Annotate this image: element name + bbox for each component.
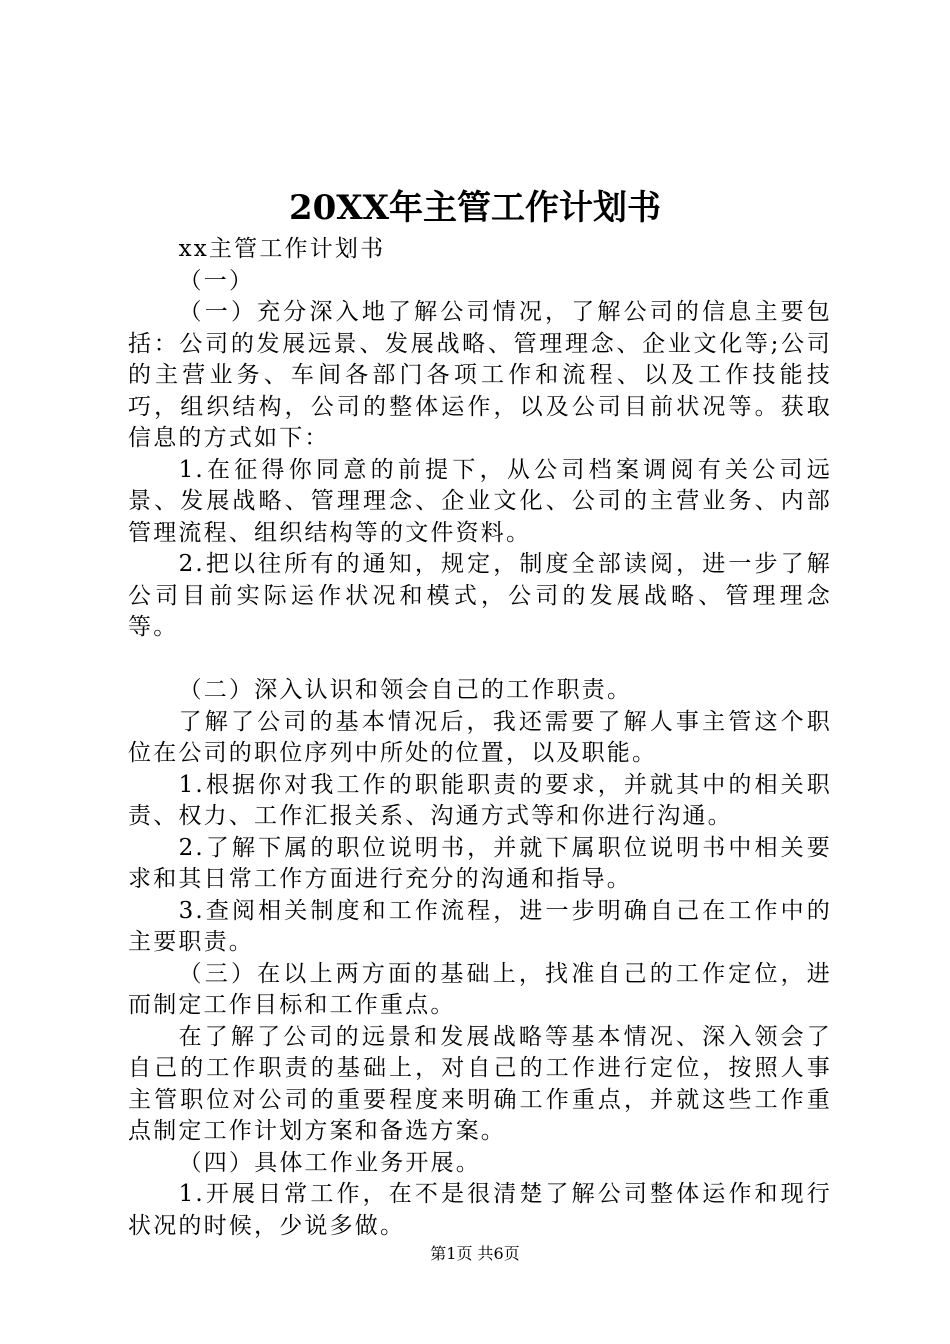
paragraph-section-marker: （一） (178, 267, 255, 294)
paragraph-section-2-item-1: 1.根据你对我工作的职能职责的要求，并就其中的相关职责、权力、工作汇报关系、沟通方式等和你进行沟通。 (128, 771, 832, 829)
paragraph-section-3-heading: （三）在以上两方面的基础上，找准自己的工作定位，进而制定工作目标和工作重点。 (128, 960, 832, 1018)
paragraph-section-1-item-2: 2.把以往所有的通知，规定，制度全部读阅，进一步了解公司目前实际运作状况和模式，公司的发展战略、管理理念等。 (128, 551, 832, 640)
paragraph-section-4-heading: （四）具体工作业务开展。 (178, 1149, 481, 1176)
paragraph-section-4-item-1: 1.开展日常工作，在不是很清楚了解公司整体运作和现行状况的时候，少说多做。 (128, 1181, 832, 1239)
paragraph-section-1-intro: （一）充分深入地了解公司情况，了解公司的信息主要包括：公司的发展远景、发展战略、管理理念、企业文化等;公司的主营业务、车间各部门各项工作和流程、以及工作技能技巧，组织结构，公司的整体运作，以及公司目前状况等。获取信息的方式如下： (128, 299, 832, 451)
paragraph-section-1-item-1: 1.在征得你同意的前提下，从公司档案调阅有关公司远景、发展战略、管理理念、企业文化、公司的主营业务、内部管理流程、组织结构等的文件资料。 (128, 456, 832, 546)
document-body (128, 234, 832, 1242)
page-number-footer: 第1页 共6页 (430, 1244, 520, 1263)
paragraph-section-2-item-3: 3.查阅相关制度和工作流程，进一步明确自己在工作中的主要职责。 (128, 897, 832, 955)
paragraph-section-2-heading: （二）深入认识和领会自己的工作职责。 (178, 677, 633, 703)
paragraph-subtitle: xx主管工作计划书 (178, 236, 386, 262)
paragraph-section-2-item-2: 2.了解下属的职位说明书，并就下属职位说明书中相关要求和其日常工作方面进行充分的沟通和指导。 (128, 834, 832, 892)
paragraph-section-3-body: 在了解了公司的远景和发展战略等基本情况、深入领会了自己的工作职责的基础上，对自己的工作进行定位，按照人事主管职位对公司的重要程度来明确工作重点，并就这些工作重点制定工作计划方案和备选方案。 (128, 1023, 832, 1144)
paragraph-section-2-intro: 了解了公司的基本情况后，我还需要了解人事主管这个职位在公司的职位序列中所处的位置，以及职能。 (128, 708, 832, 766)
document-title: 20XX年主管工作计划书 (288, 188, 662, 228)
